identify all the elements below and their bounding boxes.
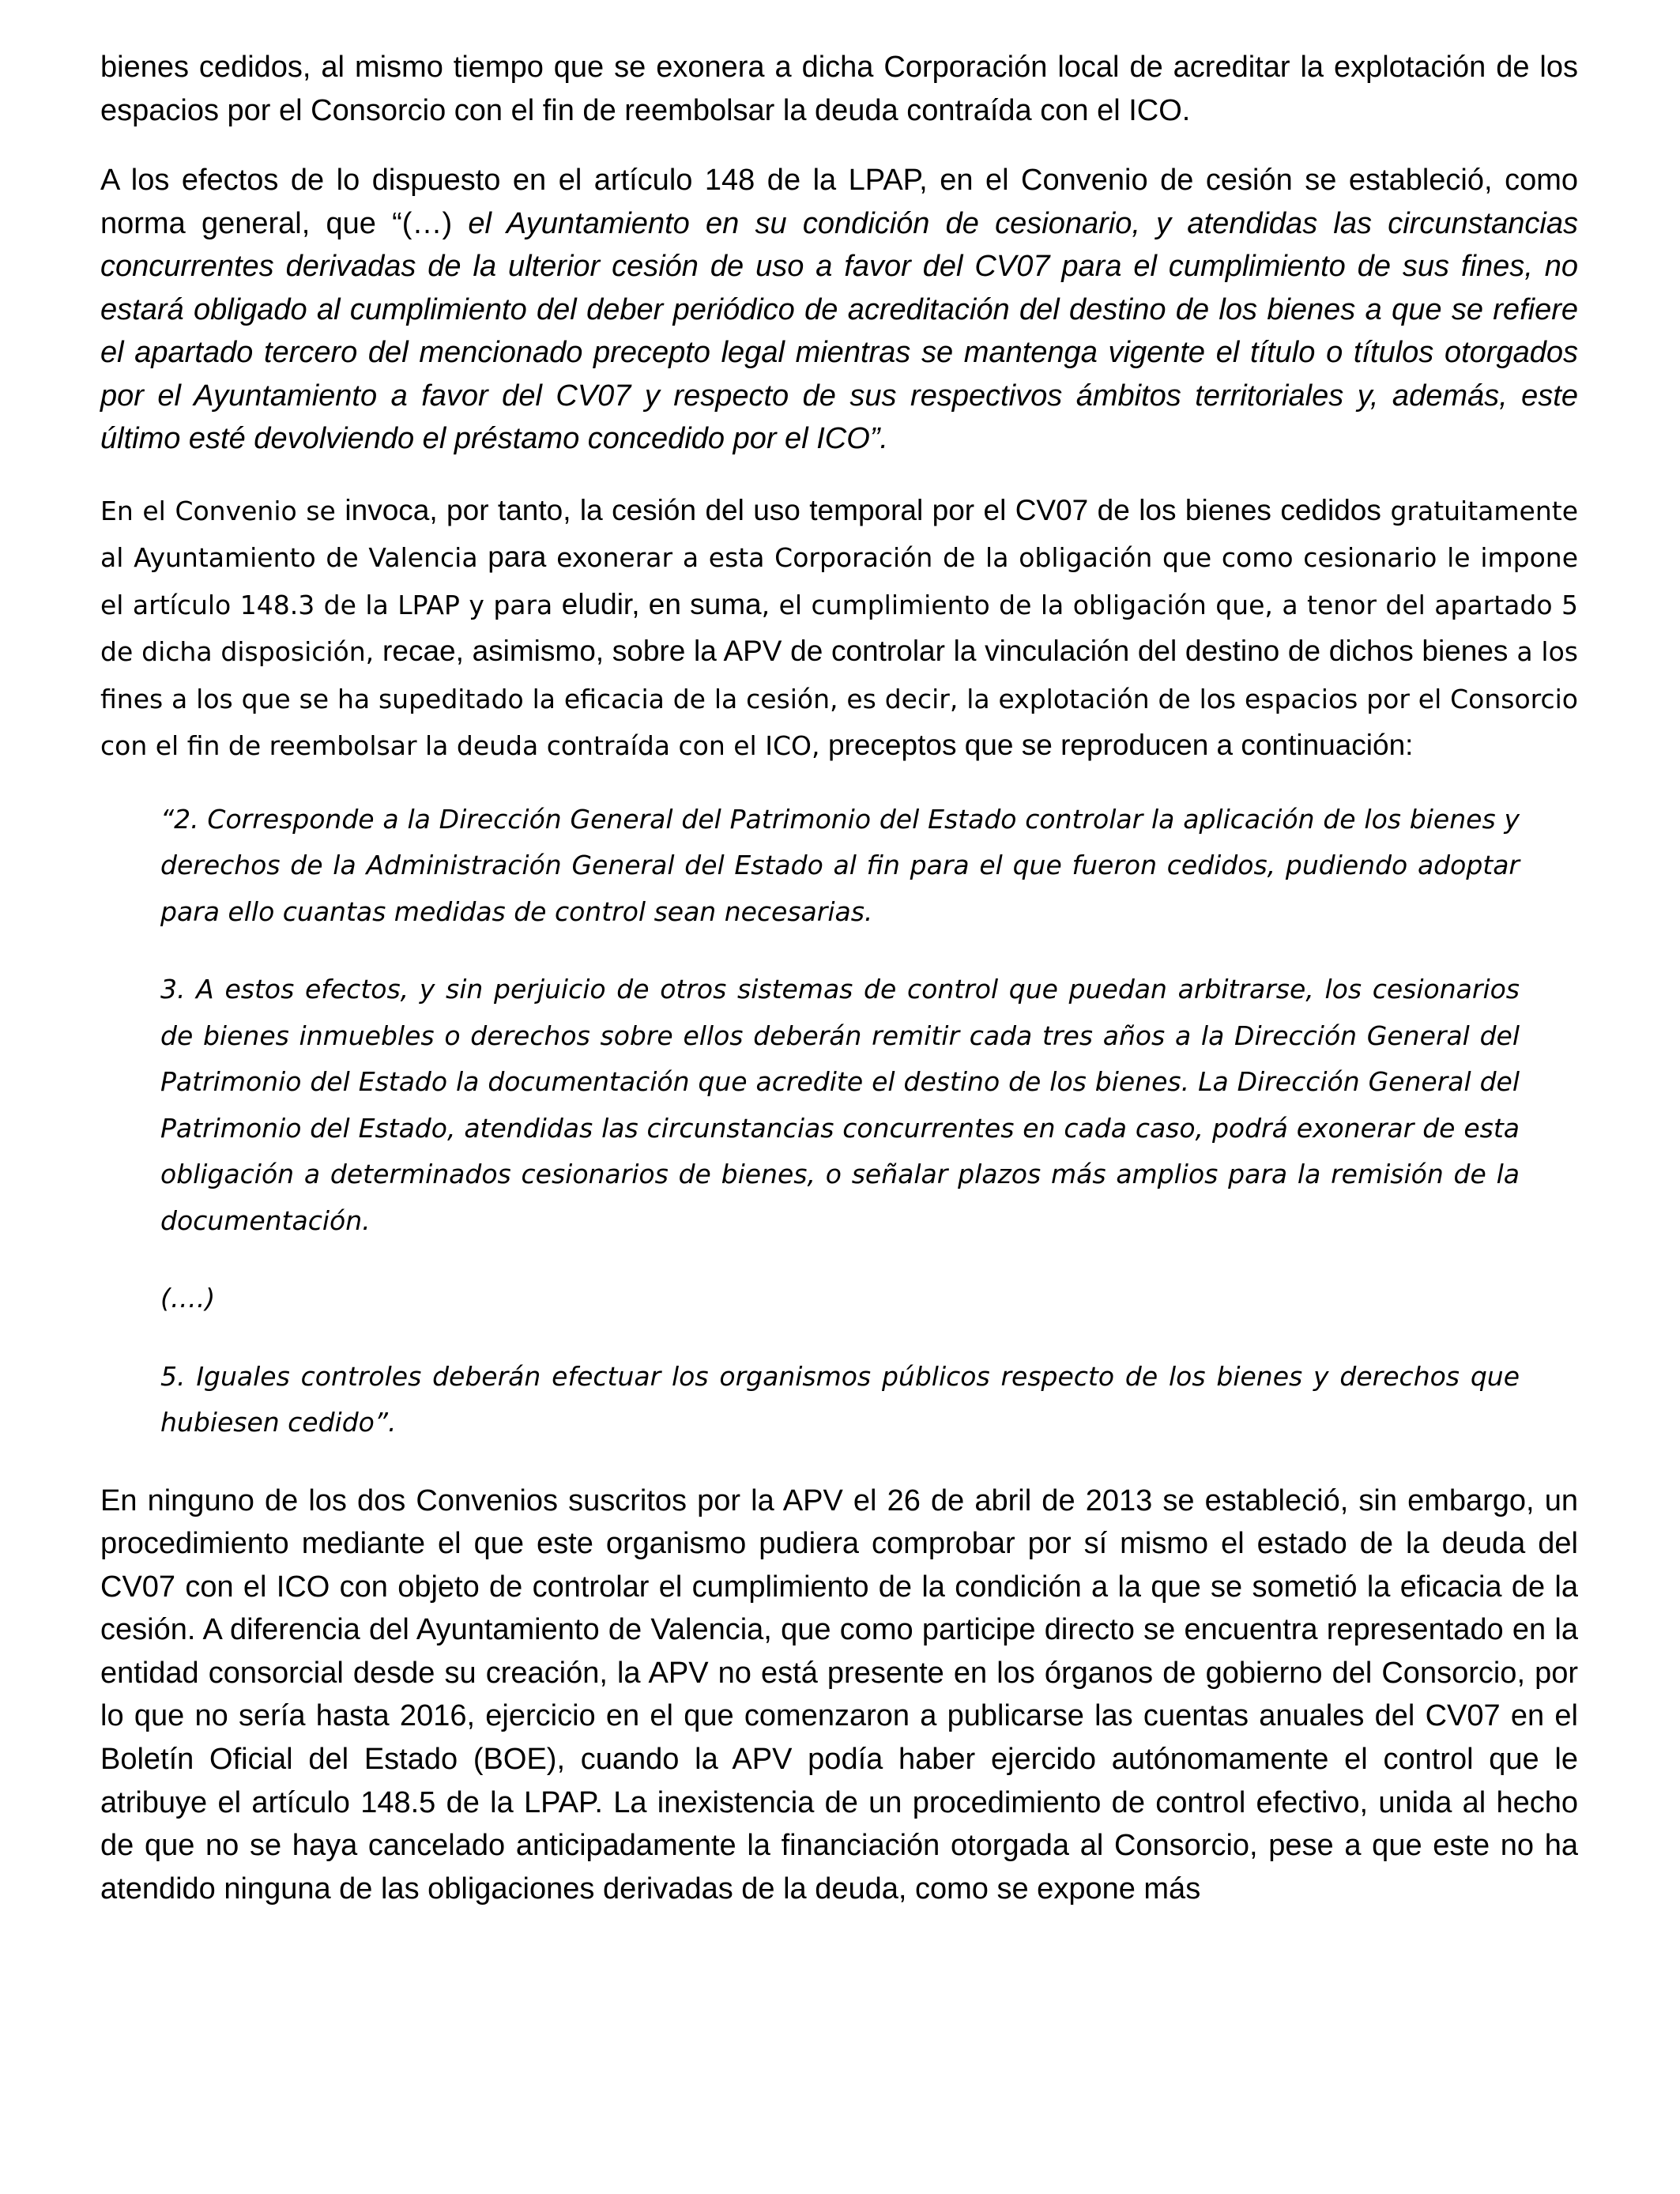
text-run: En el Convenio se (100, 495, 345, 526)
paragraph-ninguno-convenios: En ninguno de los dos Convenios suscritos por la APV el 26 de abril de 2013 se estableció, sin embargo, un procedimiento mediante el que este organismo pudiera comprobar por sí mismo el estado de la deuda del CV07 con el ICO con objeto de controlar el cumplimiento de la condición a la que se sometió la eficacia de la cesión. A diferencia del Ayuntamiento de Valencia, que como participe directo se encuentra representado en la entidad consorcial desde su creación, la APV no está presente en los órganos de gobierno del Consorcio, por lo que no sería hasta 2016, ejercicio en el que comenzaron a publicarse las cuentas anuales del CV07 en el Boletín Oficial del Estado (BOE), cuando la APV podía haber ejercido autónomamente el control que le atribuye el artículo 148.5 de la LPAP. La inexistencia de un procedimiento de control efectivo, unida al hecho de que no se haya cancelado anticipadamente la financiación otorgada al Consorcio, pese a que este no ha atendido ninguna de las obligaciones derivadas de la deuda, como se expone más (100, 1483, 1578, 1906)
quote-ellipsis: (….) (160, 1283, 216, 1314)
quote-item-5: 5. Iguales controles deberán efectuar los organismos públicos respecto de los bienes y derechos que hubiesen cedido”. (160, 1360, 1520, 1438)
paragraph-convenio-cesion (100, 159, 1578, 461)
text-run: invoca, por tanto, la cesión del uso temporal por el CV07 de los bienes cedidos (345, 493, 1381, 526)
paragraph-convenio-quote: el Ayuntamiento en su condición de cesionario, y atendidas las circunstancias concurrentes derivadas de la ulterior cesión de uso a favor del CV07 para el cumplimiento de sus fines, no estará obligado al cumplimiento del deber periódico de acreditación del destino de los bienes a que se refiere el apartado tercero del mencionado precepto legal mientras se mantenga vigente el título o títulos otorgados por el Ayuntamiento a favor del CV07 y respecto de sus respectivos ámbitos territoriales y, además, este último esté devolviendo el préstamo concedido por el ICO”. (100, 206, 1578, 455)
paragraph-invoca-cesion (100, 488, 1578, 770)
text-run: exonerar a esta Corporación de la obligación que como cesionario le impone el artículo 148.3 de la LPAP y para (100, 542, 1578, 620)
paragraph-convenio-intro: A los efectos de lo dispuesto en el artículo 148 de la LPAP, en el Convenio de cesión se estableció, como norma general, que “(…) (100, 164, 1578, 240)
text-run: recae, asimismo, sobre la APV de controlar la vinculación del destino de dichos bienes (382, 635, 1509, 667)
text-run: gratuitamente al Ayuntamiento de Valencia (100, 495, 1578, 573)
text-run: para (488, 541, 547, 573)
document-body (100, 46, 1578, 1910)
text-run: , el cumplimiento de la obligación que, a tenor del apartado 5 de dicha disposición, (100, 589, 1578, 667)
text-run: a los fines a los que se ha supeditado la eficacia de la cesión, es decir, la explotación de los espacios por el Consorcio con el fin de reembolsar la deuda contraída con el ICO, (100, 636, 1578, 761)
text-run: eludir, en suma (561, 587, 762, 620)
text-run: preceptos que se reproducen a continuación: (827, 729, 1414, 761)
quote-item-2: “2. Corresponde a la Dirección General del Patrimonio del Estado controlar la aplicación de los bienes y derechos de la Administración General del Estado al fin para el que fueron cedidos, pudiendo adoptar para ello cuantas medidas de control sean necesarias. (160, 803, 1520, 927)
quote-item-3: 3. A estos efectos, y sin perjuicio de otros sistemas de control que puedan arbitrarse, los cesionarios de bienes inmuebles o derechos sobre ellos deberán remitir cada tres años a la Dirección General del Patrimonio del Estado la documentación que acredite el destino de los bienes. La Dirección General del Patrimonio del Estado, atendidas las circunstancias concurrentes en cada caso, podrá exonerar de esta obligación a determinados cesionarios de bienes, o señalar plazos más amplios para la remisión de la documentación. (160, 974, 1520, 1236)
paragraph-bienes-cedidos: bienes cedidos, al mismo tiempo que se exonera a dicha Corporación local de acreditar la explotación de los espacios por el Consorcio con el fin de reembolsar la deuda contraída con el ICO. (100, 51, 1578, 127)
